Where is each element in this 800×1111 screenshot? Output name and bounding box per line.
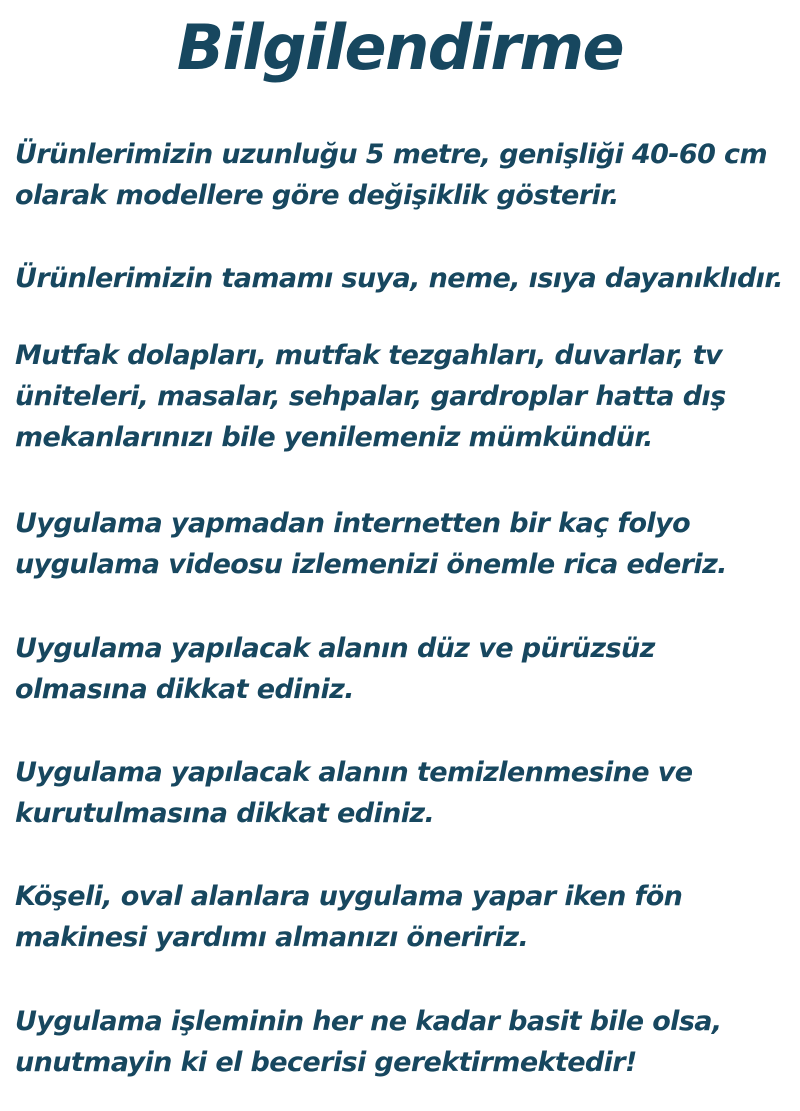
paragraph-line: Ürünlerimizin tamamı suya, neme, ısıya dayanıklıdır. xyxy=(15,263,783,294)
paragraph-line: mekanlarınızı bile yenilemeniz mümkündür. xyxy=(15,422,653,453)
info-paragraph-cleaning xyxy=(15,752,795,834)
info-paragraph-durability xyxy=(15,258,795,299)
paragraph-line: uygulama videosu izlemenizi önemle rica ederiz. xyxy=(15,549,727,580)
paragraph-line: Köşeli, oval alanlara uygulama yapar iken fön xyxy=(15,881,683,912)
info-paragraph-usage-areas xyxy=(15,335,795,458)
paragraph-line: Uygulama yapmadan internetten bir kaç folyo xyxy=(15,508,691,539)
paragraph-line: üniteleri, masalar, sehpalar, gardroplar hatta dış xyxy=(15,381,726,412)
paragraph-line: makinesi yardımı almanızı öneririz. xyxy=(15,922,529,953)
paragraph-line: Mutfak dolapları, mutfak tezgahları, duvarlar, tv xyxy=(15,340,722,371)
paragraph-line: Ürünlerimizin uzunluğu 5 metre, genişliği 40-60 cm xyxy=(15,139,767,170)
paragraph-line: olmasına dikkat ediniz. xyxy=(15,674,354,705)
page-title: Bilgilendirme xyxy=(176,11,624,84)
paragraph-line: unutmayin ki el becerisi gerektirmektedir! xyxy=(15,1047,637,1078)
info-paragraph-hair-dryer xyxy=(15,876,795,958)
paragraph-line: Uygulama yapılacak alanın temizlenmesine ve xyxy=(15,757,693,788)
paragraph-line: kurutulmasına dikkat ediniz. xyxy=(15,798,435,829)
info-paragraph-videos xyxy=(15,503,795,585)
info-paragraph-smooth-surface xyxy=(15,628,795,710)
info-paragraph-dimensions xyxy=(15,134,795,216)
paragraph-line: Uygulama işleminin her ne kadar basit bile olsa, xyxy=(15,1006,722,1037)
paragraph-line: Uygulama yapılacak alanın düz ve pürüzsüz xyxy=(15,633,655,664)
paragraph-line: olarak modellere göre değişiklik gösterir. xyxy=(15,180,619,211)
info-paragraph-skill xyxy=(15,1001,795,1083)
